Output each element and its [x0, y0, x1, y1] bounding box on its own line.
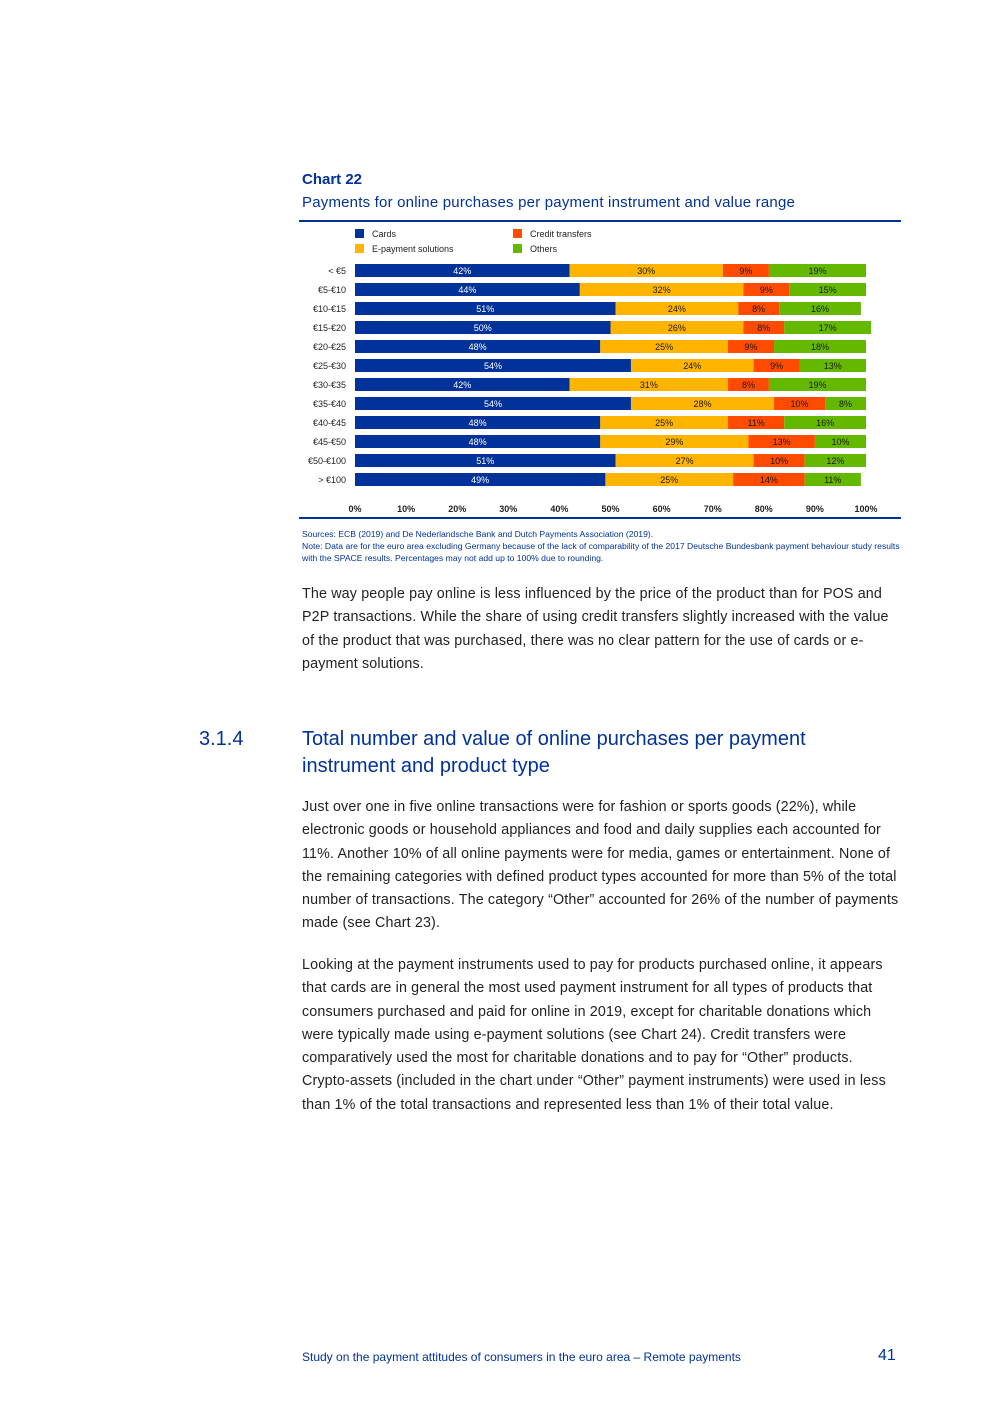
data-label: 27%: [675, 456, 694, 466]
data-label: 15%: [818, 285, 837, 295]
category-label: < €5: [328, 266, 346, 276]
data-label: 28%: [693, 399, 712, 409]
page-number: 41: [878, 1347, 896, 1364]
chart-note: Note: Data are for the euro area excluding Germany because of the lack of comparability of the 2017 Deutsche Bundesbank payment behaviour study results with the SPACE results. Percentages may not add up to 100% due to rounding.: [302, 541, 900, 563]
category-label: > €100: [318, 475, 346, 485]
x-tick-label: 90%: [805, 504, 824, 512]
data-label: 24%: [667, 304, 686, 314]
data-label: 13%: [772, 437, 791, 447]
stacked-bar-chart: [299, 222, 901, 512]
data-label: 17%: [818, 323, 837, 333]
body-paragraph-1: The way people pay online is less influenced by the price of the product than for POS and P2P transactions. While the share of using credit transfers slightly increased with the value of the product that was purchased, there was no clear pattern for the use of cards or e-payment solutions.: [302, 586, 889, 672]
data-label: 11%: [824, 475, 842, 485]
category-label: €35-€40: [312, 399, 346, 409]
data-label: 54%: [483, 399, 502, 409]
data-label: 51%: [476, 456, 495, 466]
legend-swatch: [513, 229, 522, 238]
data-label: 10%: [770, 456, 789, 466]
legend-label: Cards: [372, 229, 397, 239]
legend-label: E-payment solutions: [372, 244, 454, 254]
data-label: 19%: [808, 380, 827, 390]
data-label: 32%: [652, 285, 671, 295]
data-label: 19%: [808, 266, 827, 276]
category-label: €25-€30: [312, 361, 346, 371]
data-label: 9%: [770, 361, 784, 371]
legend-swatch: [355, 244, 364, 253]
data-label: 29%: [665, 437, 684, 447]
x-tick-label: 0%: [348, 504, 362, 512]
category-label: €40-€45: [312, 418, 346, 428]
data-label: 16%: [816, 418, 835, 428]
data-label: 10%: [831, 437, 850, 447]
x-tick-label: 50%: [601, 504, 620, 512]
data-label: 18%: [811, 342, 830, 352]
chart-title: Payments for online purchases per payment instrument and value range: [302, 194, 796, 211]
x-tick-label: 20%: [448, 504, 467, 512]
data-label: 51%: [476, 304, 495, 314]
data-label: 48%: [468, 418, 487, 428]
category-label: €50-€100: [307, 456, 346, 466]
data-label: 8%: [839, 399, 853, 409]
data-label: 25%: [655, 342, 674, 352]
data-label: 30%: [637, 266, 656, 276]
data-label: 9%: [744, 342, 758, 352]
data-label: 54%: [483, 361, 502, 371]
data-label: 25%: [660, 475, 679, 485]
chart-bottom-rule: [299, 517, 901, 519]
x-tick-label: 40%: [550, 504, 569, 512]
chart-sources: Sources: ECB (2019) and De Nederlandsche Bank and Dutch Payments Association (2019).: [302, 529, 654, 539]
chart-notes: [302, 528, 902, 564]
x-tick-label: 60%: [652, 504, 671, 512]
data-label: 11%: [747, 418, 765, 428]
section-title: Total number and value of online purchases per payment instrument and product type: [302, 728, 806, 777]
x-tick-label: 80%: [754, 504, 773, 512]
data-label: 50%: [473, 323, 492, 333]
data-label: 9%: [759, 285, 773, 295]
data-label: 48%: [468, 342, 487, 352]
body-paragraph-2: Just over one in five online transactions were for fashion or sports goods (22%), while electronic goods or household appliances and food and daily supplies each accounted for 11%. Another 10% of all online payments were for media, games or entertainment. None of the remaining categories with defined product types accounted for more than 5% of the total number of transactions. The category “Other” accounted for 26% of the number of payments made (see Chart 23).: [302, 799, 899, 932]
data-label: 13%: [823, 361, 842, 371]
footer-text: Study on the payment attitudes of consumers in the euro area – Remote payments: [302, 1350, 741, 1364]
data-label: 8%: [757, 323, 771, 333]
legend-label: Credit transfers: [530, 229, 592, 239]
data-label: 49%: [471, 475, 490, 485]
data-label: 42%: [453, 380, 472, 390]
data-label: 8%: [752, 304, 766, 314]
data-label: 25%: [655, 418, 674, 428]
x-tick-label: 70%: [703, 504, 722, 512]
legend-swatch: [513, 244, 522, 253]
chart-number: Chart 22: [302, 171, 363, 188]
x-tick-label: 30%: [499, 504, 518, 512]
x-tick-label: 100%: [854, 504, 878, 512]
legend-label: Others: [530, 244, 558, 254]
data-label: 44%: [458, 285, 477, 295]
data-label: 26%: [667, 323, 686, 333]
data-label: 16%: [811, 304, 830, 314]
data-label: 8%: [741, 380, 755, 390]
data-label: 14%: [759, 475, 778, 485]
body-paragraph-3: Looking at the payment instruments used to pay for products purchased online, it appears that cards are in general the most used payment instrument for all types of products that consumers purchased and paid for online in 2019, except for charitable donations which were typically made using e-payment solutions (see Chart 24). Credit transfers were comparatively used the most for charitable donations and to pay for “Other” products. Crypto-assets (included in the chart under “Other” payment instruments) were used in less than 1% of the total transactions and represented less than 1% of their total value.: [302, 957, 886, 1113]
category-label: €5-€10: [317, 285, 346, 295]
data-label: 12%: [826, 456, 845, 466]
data-label: 31%: [639, 380, 658, 390]
data-label: 48%: [468, 437, 487, 447]
data-label: 10%: [790, 399, 809, 409]
category-label: €30-€35: [312, 380, 346, 390]
category-label: €10-€15: [312, 304, 346, 314]
data-label: 42%: [453, 266, 472, 276]
section-number: 3.1.4: [199, 728, 244, 750]
x-tick-label: 10%: [397, 504, 416, 512]
category-label: €15-€20: [312, 323, 346, 333]
legend-swatch: [355, 229, 364, 238]
data-label: 9%: [739, 266, 753, 276]
data-label: 24%: [683, 361, 702, 371]
category-label: €20-€25: [312, 342, 346, 352]
category-label: €45-€50: [312, 437, 346, 447]
